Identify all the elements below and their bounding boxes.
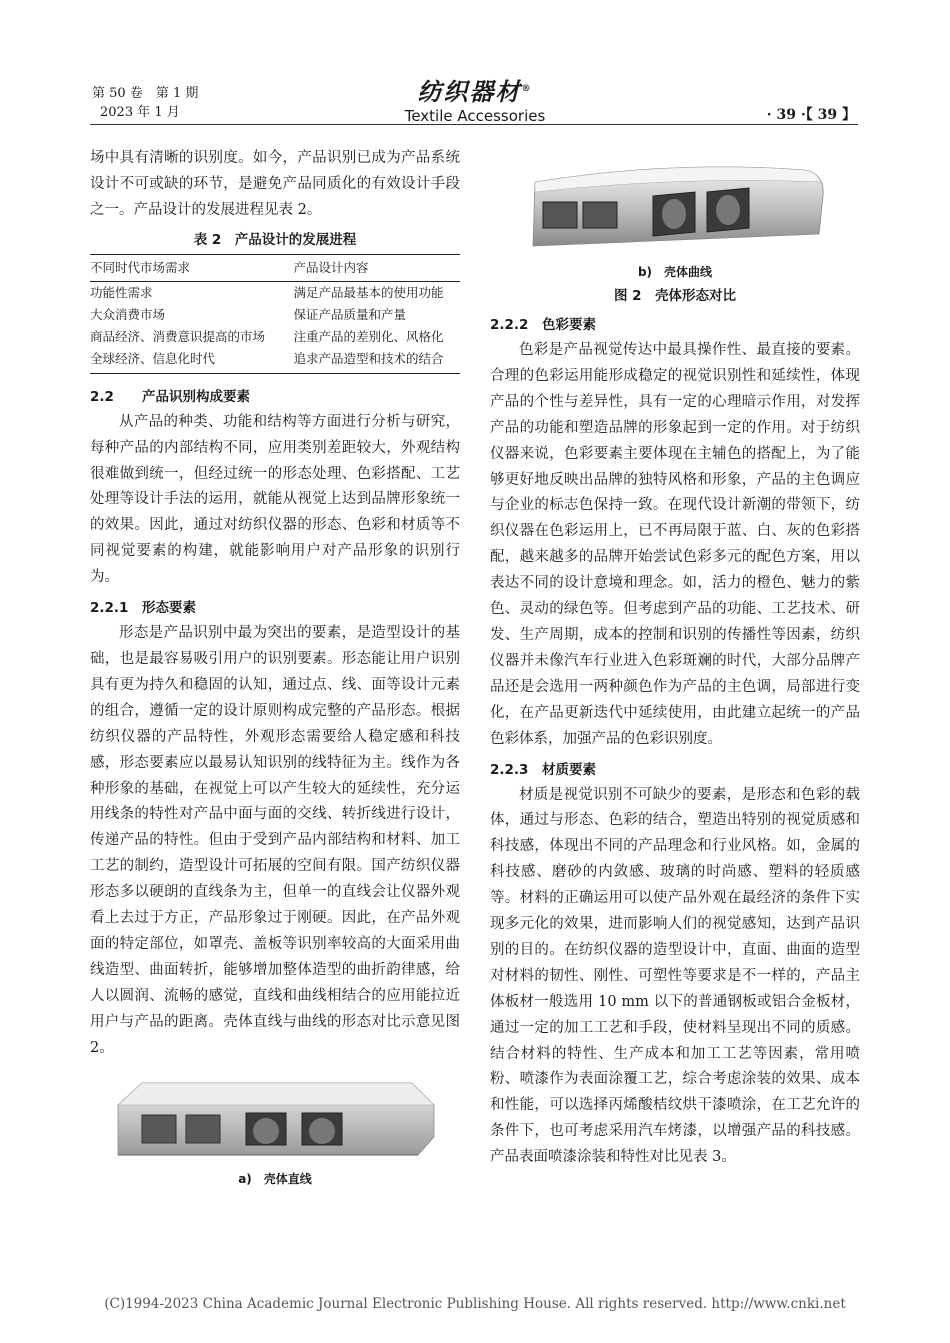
table-cell: 功能性需求 [90,284,153,300]
table-row [90,281,460,304]
section-2-2-3-body: 材质是视觉识别不可缺少的要素，是形态和色彩的载体，通过与形态、色彩的结合，塑造出特别的视觉质感和科技感，体现出不同的产品理念和行业风格。如，金属的科技感、磨砂的内敛感、玻璃的时尚感、塑料的轻质感等。材料的正确运用可以使产品外观在最经济的条件下实现多元化的效果，进而影响人们的视觉感知，达到产品识别的目的。在纺织仪器的造型设计中，直面、曲面的造型对材料的韧性、刚性、可塑性等要求是不一样的，产品主体板材一般选用 10 mm 以下的普通钢板或铝合金板材，通过一定的加工工艺和手段，使材料呈现出不同的质感。结合材料的特性、生产成本和加工工艺等因素，常用喷粉、喷漆作为表面涂覆工艺，综合考虑涂装的效果、成本和性能，可以选择丙烯酸桔纹烘干漆喷涂，在工艺允许的条件下，也可考虑采用汽车烤漆，以增强产品的科技感。产品表面喷漆涂装和特性对比见表 3。 [490,786,860,1166]
section-2-2-body: 从产品的种类、功能和结构等方面进行分析与研究，每种产品的内部结构不同，应用类别差距较大，外观结构很难做到统一，但经过统一的形态处理、色彩搭配、工艺处理等设计手法的运用，就能从视觉上达到品牌形象统一的效果。因此，通过对纺织仪器的形态、色彩和材质等不同视觉要素的构建，就能影响用户对产品形象的识别行为。 [90,413,460,586]
figure-2a [90,1075,460,1189]
housing-straight-image [112,1075,438,1163]
table-cell: 满足产品最基本的使用功能 [293,284,444,300]
table-2 [90,254,460,374]
right-column [490,146,860,1171]
journal-masthead [380,76,570,125]
table-header-row [90,254,460,281]
table-row [90,304,460,326]
section-heading-2-2-3: 2.2.3 材质要素 [490,761,596,778]
journal-name-en: Textile Accessories [404,107,546,125]
volume-issue: 第 50 卷 第 1 期 [92,86,199,101]
header-rule [90,124,858,125]
section-heading-2-2-1: 2.2.1 形态要素 [90,600,196,617]
page-number: · 39 ·【 39 】 [766,107,856,123]
section-heading-2-2: 2.2 产品识别构成要素 [90,388,250,405]
figure-2b [490,152,860,308]
table-cell: 商品经济、消费意识提高的市场 [90,328,266,344]
intro-paragraph: 场中具有清晰的识别度。如今，产品识别已成为产品系统设计不可或缺的环节，是避免产品同质化的有效设计手段之一。产品设计的发展进程见表 2。 [90,150,460,218]
figure-2b-caption: b) 壳体曲线 [637,265,713,279]
table-cell: 全球经济、信息化时代 [90,348,294,374]
table-cell: 保证产品质量和产量 [293,306,407,322]
copyright-footer: (C)1994-2023 China Academic Journal Electronic Publishing House. All rights reserved. http://www.cnki.net [104,1296,846,1312]
section-heading-2-2-2: 2.2.2 色彩要素 [490,317,596,333]
issue-date: 2023 年 1 月 [100,105,180,120]
table-header-cell: 产品设计内容 [294,254,461,281]
table-row [90,348,460,374]
table-cell: 大众消费市场 [90,306,166,322]
section-2-2-2-body: 色彩是产品视觉传达中最具操作性、最直接的要素。合理的色彩运用能形成稳定的视觉识别性和延续性，体现产品的个性与差异性，具有一定的心理暗示作用，对发挥产品的功能和塑造品牌的形象起到一定的作用。对于纺织仪器来说，色彩要素主要体现在主辅色的搭配上，为了能够更好地反映出品牌的独特风格和形象，产品的主色调应与企业的标志色保持一致。在现代设计新潮的带领下，纺织仪器在色彩运用上，已不再局限于蓝、白、灰的色彩搭配，越来越多的品牌开始尝试色彩多元的配色方案，用以表达不同的设计意境和理念。如，活力的橙色、魅力的紫色、灵动的绿色等。但考虑到产品的功能、工艺技术、研发、生产周期，成本的控制和识别的传播性等因素，纺织仪器并未像汽车行业进入色彩斑斓的时代，大部分品牌产品还是会选用一两种颜色作为产品的主色调，局部进行变化，在产品更新迭代中延续使用，由此建立起统一的产品色彩体系，加强产品的色彩识别度。 [490,342,860,747]
housing-curved-image [523,152,827,252]
figure-2a-caption: a) 壳体直线 [238,1172,312,1187]
table-header-cell: 不同时代市场需求 [90,254,294,281]
table-row [90,326,460,348]
table-cell: 注重产品的差别化、风格化 [293,328,444,344]
issue-info [92,84,198,122]
table-cell: 追求产品造型和技术的结合 [294,348,461,374]
journal-logo: 纺织器材® [417,77,533,106]
section-2-2-1-body: 形态是产品识别中最为突出的要素，是造型设计的基础，也是最容易吸引用户的识别要素。形态能让用户识别具有更为持久和稳固的认知，通过点、线、面等设计元素的组合，遵循一定的设计原则构成完整的产品形态。根据纺织仪器的产品特性，外观形态需要给人稳定感和科技感，形态要素应以最易认知识别的线特征为主。线作为各种形象的基础，在视觉上可以产生较大的延续性，充分运用线条的特性对产品中面与面的交线、转折线进行设计，传递产品的特性。但由于受到产品内部结构和材料、加工工艺的制约，造型设计可拓展的空间有限。国产纺织仪器形态多以硬朗的直线条为主，但单一的直线会让仪器外观看上去过于方正，产品形象过于刚硬。因此，在产品外观面的特定部位，如罩壳、盖板等识别率较高的大面采用曲线造型、曲面转折，能够增加整体造型的曲折韵律感，给人以圆润、流畅的感觉，直线和曲线相结合的应用能拉近用户与产品的距离。壳体直线与曲线的形态对比示意见图 2。 [90,625,460,1056]
table-caption: 表 2 产品设计的发展进程 [193,231,357,248]
left-column [90,146,460,1189]
figure-2-caption: 图 2 壳体形态对比 [613,288,737,304]
